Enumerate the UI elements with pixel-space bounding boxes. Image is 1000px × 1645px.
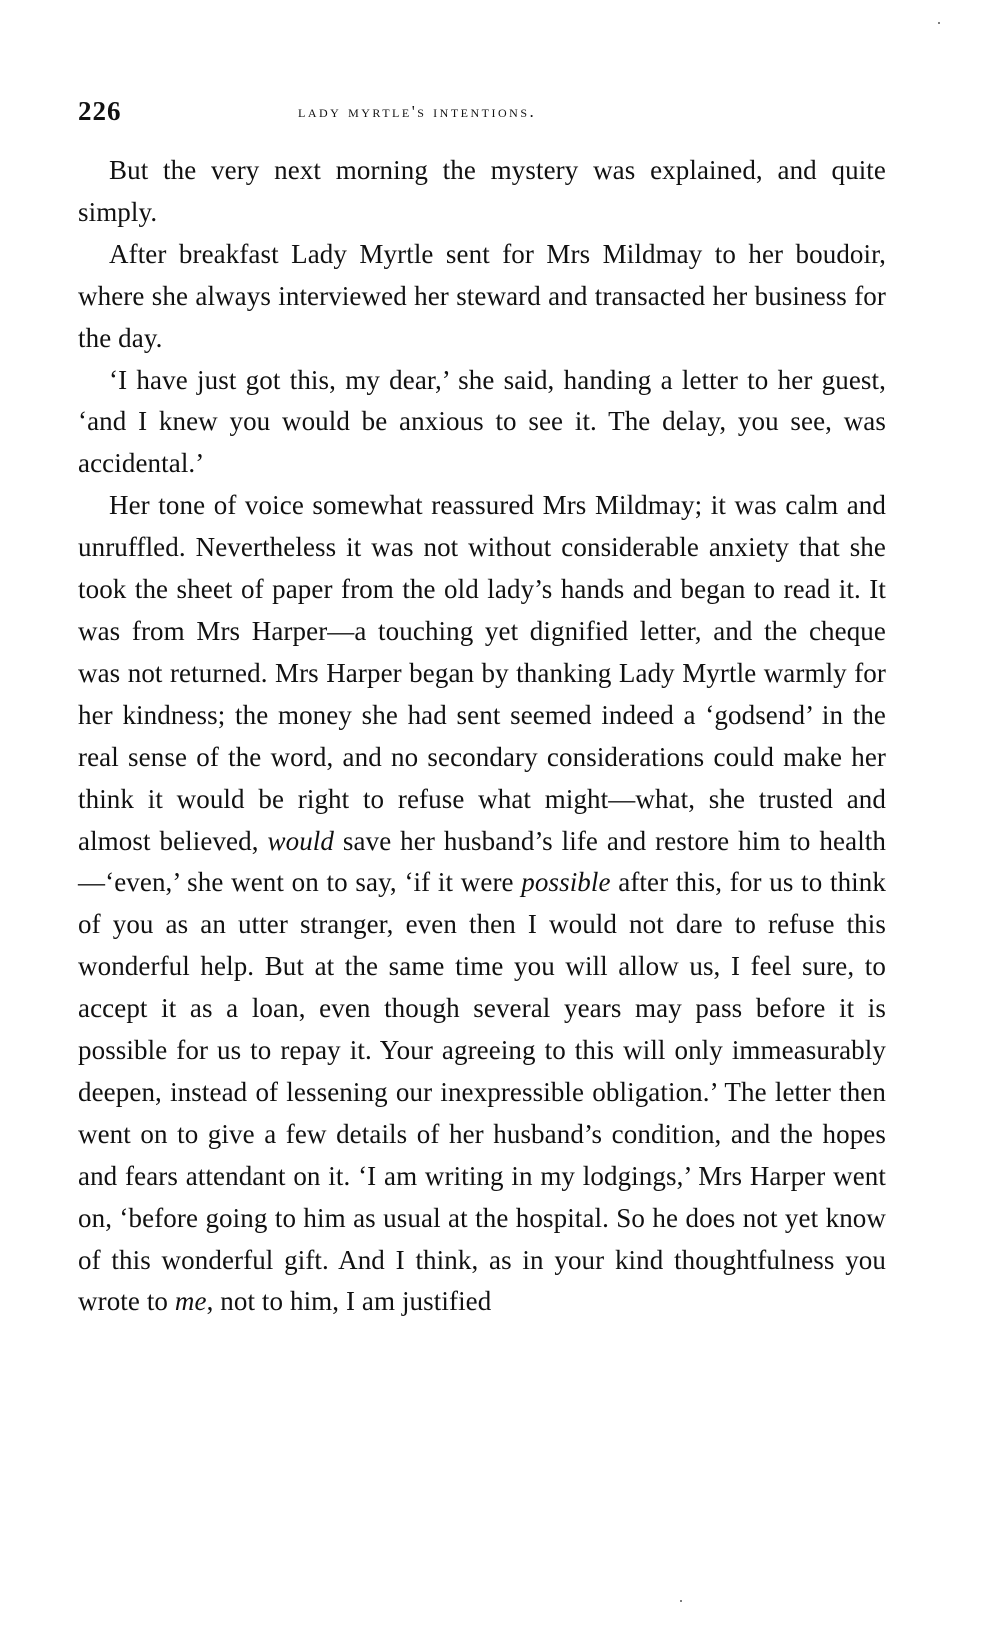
body-text xyxy=(78,150,886,1323)
scan-speck xyxy=(938,22,940,24)
paragraph xyxy=(78,360,886,486)
page-number: 226 xyxy=(78,96,122,126)
paragraph-text: Her tone of voice somewhat reassured Mrs Mildmay; it was calm and unruffled. Nevertheless it was not without considerable anxiety that she took the sheet of paper from the old lady’s hands and began to read it. It was from Mrs Harper—a touching yet dignified letter, and the cheque was not returned. Mrs Harper began by thanking Lady Myrtle warmly for her kindness; the money she had sent seemed indeed a ‘godsend’ in the real sense of the word, and no secondary considerations could make her think it would be right to refuse what might—what, she trusted and almost believed, xyxy=(78,490,886,856)
scan-speck xyxy=(680,1600,682,1602)
paragraph xyxy=(78,485,886,1323)
paragraph-text: after this, for us to think of you as an utter stranger, even then I would not dare to refuse this wonderful help. But at the same time you will allow us, I feel sure, to accept it as a loan, even though several years may pass before it is possible for us to repay it. Your agreeing to this will only immeasurably deepen, instead of lessening our inexpressible obligation.’ The letter then went on to give a few details of her husband’s condition, and the hopes and fears attendant on it. ‘I am writing in my lodgings,’ Mrs Harper went on, ‘before going to him as usual at the hospital. So he does not yet know of this wonderful gift. And I think, as in your kind thoughtfulness you wrote to xyxy=(78,867,886,1317)
running-head: lady myrtle's intentions. xyxy=(298,102,537,121)
paragraph xyxy=(78,234,886,360)
paragraph-text: save her husband’s life and restore him to health—‘even,’ she went on to say, ‘if it were xyxy=(78,825,886,898)
italic-text: would xyxy=(267,825,335,856)
paragraph xyxy=(78,150,886,234)
paragraph-text: , not to him, I am justified xyxy=(206,1286,492,1317)
page-header xyxy=(78,96,886,136)
paragraph-text: ‘I have just got this, my dear,’ she said, handing a letter to her guest, ‘and I knew you would be anxious to see it. The delay, you see, was accidental.’ xyxy=(78,364,886,479)
paragraph-text: After breakfast Lady Myrtle sent for Mrs Mildmay to her boudoir, where she always interviewed her steward and transacted her business for the day. xyxy=(78,238,886,353)
italic-text: me xyxy=(174,1286,207,1317)
paragraph-text: But the very next morning the mystery was explained, and quite simply. xyxy=(78,155,886,227)
italic-text: possible xyxy=(521,867,611,898)
book-page xyxy=(78,96,886,1323)
